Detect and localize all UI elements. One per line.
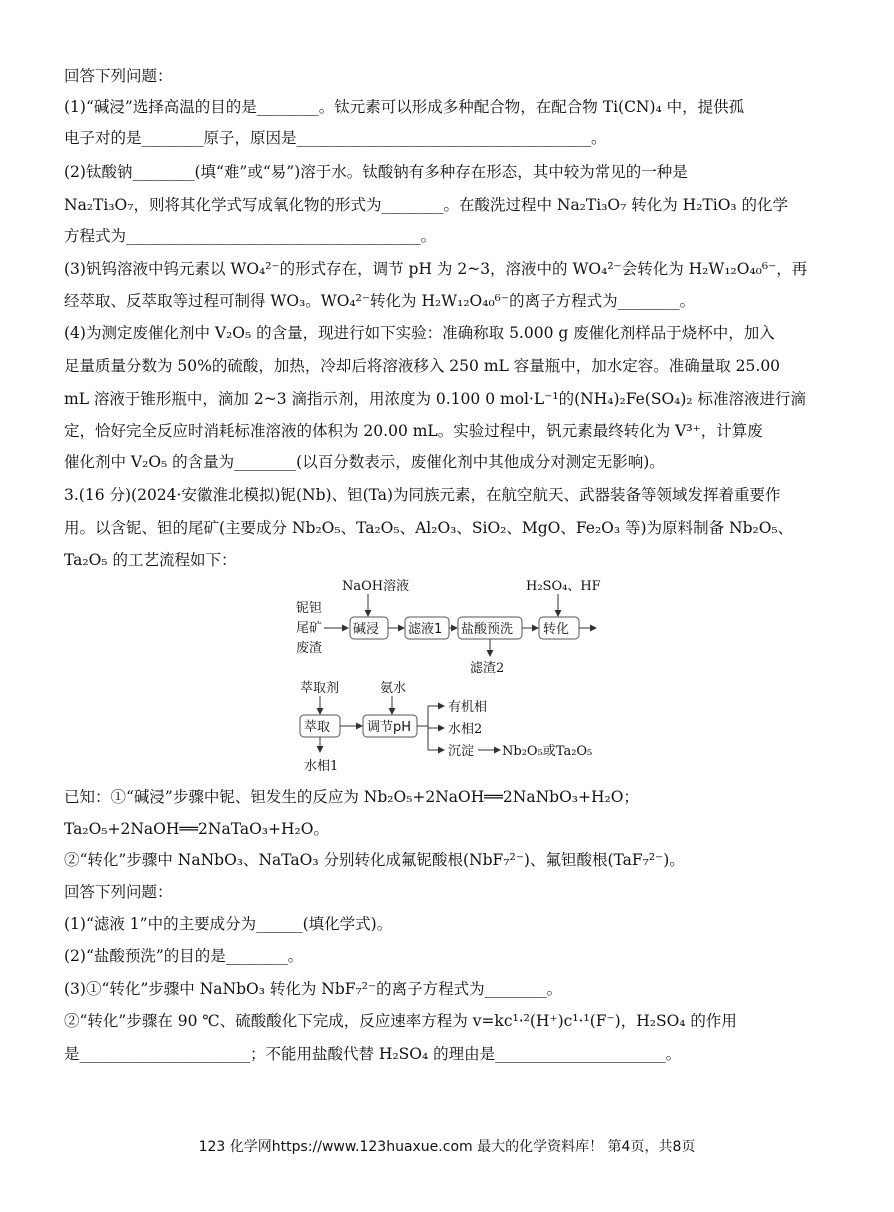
- raw-material-label-2: 尾矿: [296, 621, 323, 636]
- text-line: (3)①“转化”步骤中 NaNbO₃ 转化为 NbF₇²⁻的离子方程式为________。: [64, 980, 563, 998]
- raw-material-label-3: 废渣: [296, 641, 323, 656]
- water-phase-2-label: 水相2: [448, 722, 483, 737]
- text-line: 是______________________；不能用盐酸代替 H₂SO₄ 的理由是______________________。: [64, 1045, 682, 1063]
- text-line: 回答下列问题：: [64, 67, 173, 85]
- step-filtrate-1-label: 滤液1: [408, 622, 443, 637]
- text-line: mL 溶液于锥形瓶中，滴加 2~3 滴指示剂，用浓度为 0.100 0 mol·L⁻¹的(NH₄)₂Fe(SO₄)₂ 标准溶液进行滴: [64, 390, 807, 408]
- text-line: (1)“滤液 1”中的主要成分为______(填化学式)。: [64, 915, 393, 933]
- text-line: 回答下列问题：: [64, 883, 173, 901]
- text-line: 定，恰好完全反应时消耗标准溶液的体积为 20.00 mL。实验过程中，钒元素最终转化为 V³⁺，计算废: [64, 422, 763, 440]
- flowchart-svg: [290, 572, 620, 782]
- extractant-label: 萃取剂: [300, 681, 340, 696]
- text-line: (3)钒钨溶液中钨元素以 WO₄²⁻的形式存在，调节 pH 为 2~3，溶液中的 WO₄²⁻会转化为 H₂W₁₂O₄₀⁶⁻，再: [64, 260, 808, 278]
- page-footer: 123 化学网https://www.123huaxue.com 最大的化学资料库！ 第4页，共8页: [198, 1139, 696, 1155]
- text-line: ②“转化”步骤中 NaNbO₃、NaTaO₃ 分别转化成氟铌酸根(NbF₇²⁻)、氟钽酸根(TaF₇²⁻)。: [64, 851, 685, 869]
- text-line: 已知：①“碱浸”步骤中铌、钽发生的反应为 Nb₂O₅+2NaOH══2NaNbO₃+H₂O；: [64, 788, 639, 806]
- step-adjust-ph-label: 调节pH: [367, 720, 412, 735]
- raw-material-label-1: 铌钽: [296, 601, 323, 616]
- step-alkali-leach-label: 碱浸: [353, 622, 380, 637]
- product-label: Nb₂O₅或Ta₂O₅: [502, 744, 593, 759]
- text-line: Ta₂O₅ 的工艺流程如下：: [64, 551, 237, 569]
- text-line: 方程式为______________________________________。: [64, 227, 437, 245]
- text-line: ②“转化”步骤在 90 ℃、硫酸酸化下完成，反应速率方程为 v=kc¹·²(H⁺)c¹·¹(F⁻)，H₂SO₄ 的作用: [64, 1012, 737, 1030]
- residue-2-label: 滤渣2: [470, 661, 505, 676]
- text-line: 经萃取、反萃取等过程可制得 WO₃。WO₄²⁻转化为 H₂W₁₂O₄₀⁶⁻的离子方程式为________。: [64, 292, 696, 310]
- precipitate-label: 沉淀: [448, 744, 475, 759]
- water-phase-1-label: 水相1: [304, 759, 339, 774]
- process-flowchart: [290, 572, 620, 782]
- text-line: (2)钛酸钠________(填“难”或“易”)溶于水。钛酸钠有多种存在形态，其中较为常见的一种是: [64, 163, 688, 181]
- text-line: 3.(16 分)(2024·安徽淮北模拟)铌(Nb)、钽(Ta)为同族元素，在航空航天、武器装备等领域发挥着重要作: [64, 486, 781, 504]
- step-acid-prewash-label: 盐酸预洗: [461, 622, 514, 637]
- text-line: Ta₂O₅+2NaOH══2NaTaO₃+H₂O。: [64, 820, 329, 838]
- organic-phase-label: 有机相: [448, 700, 488, 715]
- text-line: (2)“盐酸预洗”的目的是________。: [64, 947, 304, 965]
- text-line: (4)为测定废催化剂中 V₂O₅ 的含量，现进行如下实验：准确称取 5.000 g 废催化剂样品于烧杯中，加入: [64, 324, 775, 342]
- step-conversion-label: 转化: [543, 622, 570, 637]
- naoh-label: NaOH溶液: [342, 579, 410, 594]
- step-extraction-label: 萃取: [304, 720, 331, 735]
- text-line: Na₂Ti₃O₇，则将其化学式写成氧化物的形式为________。在酸洗过程中 Na₂Ti₃O₇ 转化为 H₂TiO₃ 的化学: [64, 196, 789, 214]
- text-line: 用。以含铌、钽的尾矿(主要成分 Nb₂O₅、Ta₂O₅、Al₂O₃、SiO₂、MgO、Fe₂O₃ 等)为原料制备 Nb₂O₅、: [64, 519, 794, 537]
- text-line: 足量质量分数为 50%的硫酸，加热，冷却后将溶液移入 250 mL 容量瓶中，加水定容。准确量取 25.00: [64, 357, 781, 375]
- text-line: 电子对的是________原子，原因是______________________________________。: [64, 129, 607, 147]
- text-line: (1)“碱浸”选择高温的目的是________。钛元素可以形成多种配合物，在配合物 Ti(CN)₄ 中，提供孤: [64, 98, 745, 116]
- ammonia-label: 氨水: [380, 681, 407, 696]
- text-line: 催化剂中 V₂O₅ 的含量为________(以百分数表示，废催化剂中其他成分对测定无影响)。: [64, 453, 665, 471]
- acid-label: H₂SO₄、HF: [526, 579, 601, 594]
